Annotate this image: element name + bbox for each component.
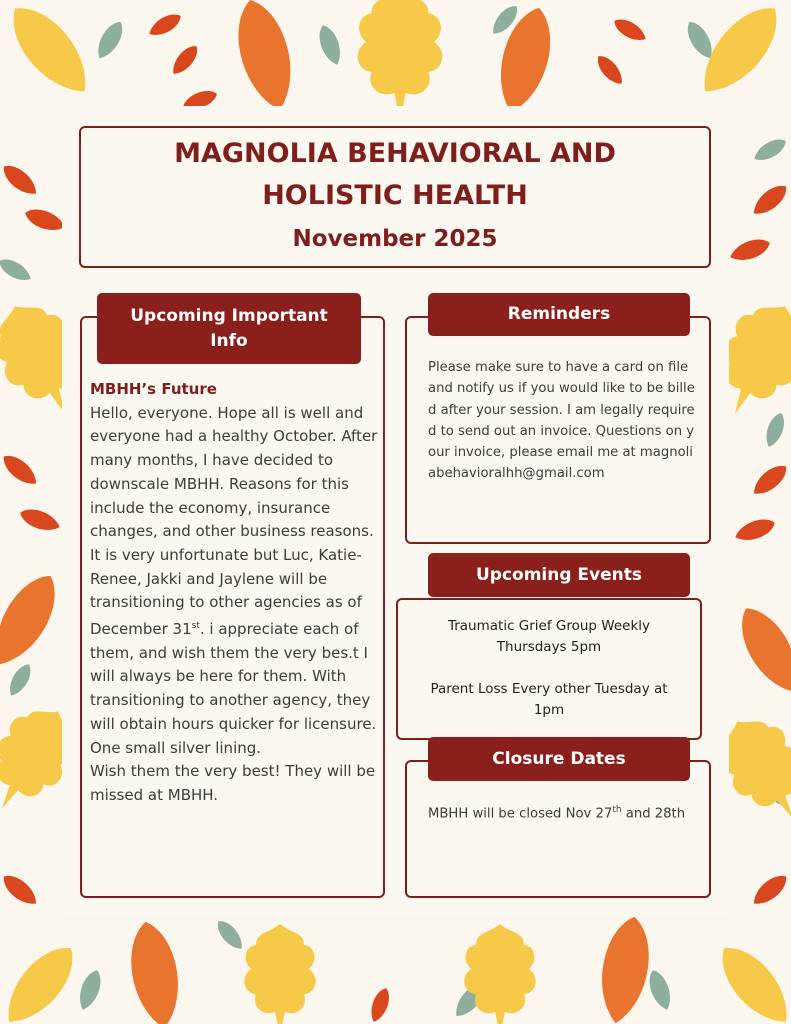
important-info-heading [97,293,361,364]
reminders-text: Please make sure to have a card on file and notify us if you would like to be billed after your session. I am legally required to send out an invoice. Questions on your invoice, please email me at magnoliabehavioralhh@gmail.com [428,360,695,482]
event-traumatic-grief-line2: Thursdays 5pm [496,639,602,655]
event-traumatic-grief-line1: Traumatic Grief Group Weekly [447,618,651,634]
title-line-1: MAGNOLIA BEHAVIORAL AND [174,138,616,169]
newsletter-date: November 2025 [292,226,498,252]
important-info-heading-line2: Info [210,330,248,351]
events-heading: Upcoming Events [428,553,690,597]
mbhh-future-closing: Wish them the very best! They will be missed at MBHH. [90,762,376,804]
important-info-body [90,378,380,808]
important-info-heading-line1: Upcoming Important [130,305,328,326]
mbhh-future-subheading: MBHH’s Future [90,380,217,398]
reminders-heading: Reminders [428,293,690,336]
event-parent-loss-line2: 1pm [533,702,565,718]
masthead-panel [79,126,711,268]
title-line-2: HOLISTIC HEALTH [262,180,528,211]
events-list [400,616,698,721]
event-parent-loss-line1: Parent Loss Every other Tuesday at [430,681,668,697]
mbhh-future-paragraph: Hello, everyone. Hope all is well and everyone had a healthy October. After many months, I have decided to downscale MBHH. Reasons for this include the economy, insurance changes, and other business reasons. It is very unfortunate but Luc, Katie-Renee, Jakki and Jaylene will be transitioning to other agencies as of December 31st. i appreciate each of them, and wish them the very bes.t I will always be here for them. With transitioning to another agency, they will obtain hours quicker for licensure. One small silver lining. [90,403,378,757]
closures-text: MBHH will be closed Nov 27th and 28th [428,805,686,822]
closures-heading: Closure Dates [428,737,690,781]
